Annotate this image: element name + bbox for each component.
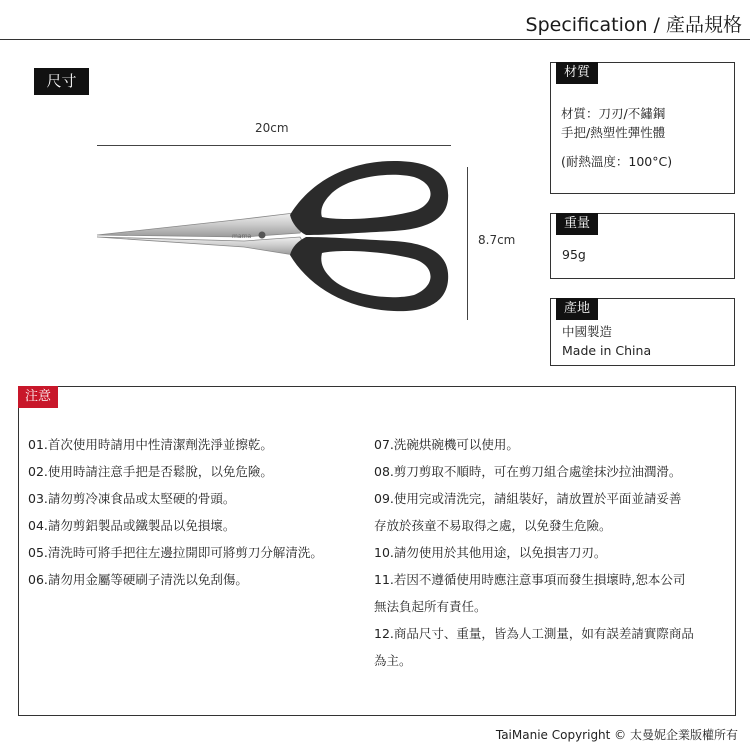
note-item: 存放於孩童不易取得之處，以免發生危險。 — [374, 518, 612, 533]
note-item: 為主。 — [374, 653, 412, 668]
width-dimension-line — [97, 145, 451, 146]
width-dimension-label: 20cm — [255, 121, 289, 135]
upper-handle — [290, 161, 448, 235]
material-tag: 材質 — [556, 62, 598, 84]
note-item: 無法負起所有責任。 — [374, 599, 487, 614]
blade-brand: marna — [232, 233, 252, 240]
origin-line: Made in China — [562, 343, 652, 358]
weight-value: 95g — [562, 247, 586, 262]
height-dimension-line — [467, 167, 468, 320]
lower-blade — [97, 237, 306, 255]
lower-handle — [290, 237, 448, 311]
heat-resistance: (耐熱溫度：100°C) — [561, 154, 673, 169]
note-item: 07.洗碗烘碗機可以使用。 — [374, 437, 519, 452]
height-dimension-label: 8.7cm — [478, 233, 516, 247]
note-item: 09.使用完或清洗完，請組裝好，請放置於平面並請妥善 — [374, 491, 682, 506]
notes-right-column — [374, 431, 694, 674]
note-item: 08.剪刀剪取不順時，可在剪刀組合處塗抹沙拉油潤滑。 — [374, 464, 682, 479]
material-description — [561, 104, 665, 142]
origin-line: 中國製造 — [562, 324, 613, 339]
notes-left-column — [28, 431, 323, 593]
note-item: 03.請勿剪冷凍食品或太堅硬的骨頭。 — [28, 491, 236, 506]
note-item: 05.清洗時可將手把往左邊拉開即可將剪刀分解清洗。 — [28, 545, 323, 560]
header-divider — [0, 39, 750, 40]
size-label: 尺寸 — [34, 68, 89, 95]
scissors-image — [94, 155, 454, 320]
material-line: 材質：刀刃/不鏽鋼 — [561, 106, 666, 121]
origin-description — [562, 322, 651, 360]
material-line: 手把/熱塑性彈性體 — [561, 125, 666, 140]
note-item: 01.首次使用時請用中性清潔劑洗淨並擦乾。 — [28, 437, 273, 452]
note-item: 12.商品尺寸、重量，皆為人工測量，如有誤差請實際商品 — [374, 626, 694, 641]
copyright-footer: TaiManie Copyright © 太曼妮企業版權所有 — [495, 728, 738, 742]
origin-tag: 產地 — [556, 298, 598, 320]
page-title: Specification / 產品規格 — [525, 14, 742, 36]
weight-tag: 重量 — [556, 213, 598, 235]
note-item: 06.請勿用金屬等硬刷子清洗以免刮傷。 — [28, 572, 248, 587]
pivot-screw — [259, 232, 266, 239]
note-item: 04.請勿剪鋁製品或鐵製品以免損壞。 — [28, 518, 236, 533]
note-item: 02.使用時請注意手把是否鬆脫，以免危險。 — [28, 464, 273, 479]
notes-tag: 注意 — [18, 386, 58, 408]
note-item: 10.請勿使用於其他用途，以免損害刀刃。 — [374, 545, 607, 560]
upper-blade — [97, 213, 306, 237]
note-item: 11.若因不遵循使用時應注意事項而發生損壞時,恕本公司 — [374, 572, 686, 587]
